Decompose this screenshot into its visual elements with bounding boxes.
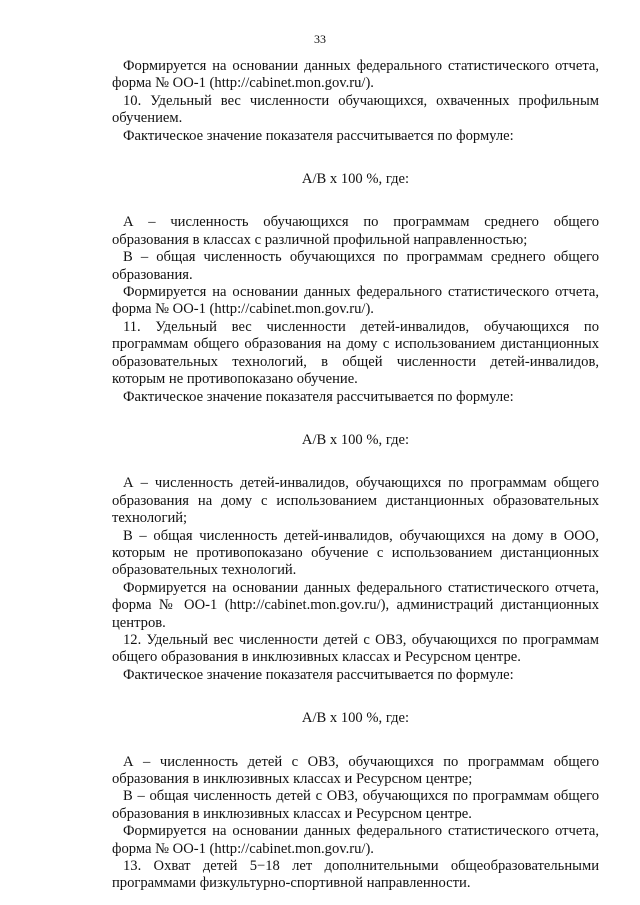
- paragraph-source-12: Формируется на основании данных федерального статистического отчета, форма № ОО-1 (http://cabinet.mon.gov.ru/).: [112, 823, 599, 857]
- paragraph-formula-intro-11: Фактическое значение показателя рассчитывается по формуле:: [123, 388, 514, 405]
- paragraph-formula-intro-10: Фактическое значение показателя рассчитывается по формуле:: [123, 127, 514, 144]
- page-number: 33: [314, 32, 326, 46]
- paragraph-formula-intro-12: Фактическое значение показателя рассчитывается по формуле:: [123, 666, 514, 683]
- paragraph-def-b-11: В – общая численность детей-инвалидов, обучающихся на дому в ООО, которым не противопоказано обучение с использованием дистанционных образовательных технологий.: [112, 527, 599, 579]
- paragraph-indicator-13: 13. Охват детей 5−18 лет дополнительными общеобразовательными программами физкультурно-спортивной направленности.: [112, 858, 599, 892]
- paragraph-def-a-12: А – численность детей с ОВЗ, обучающихся по программам общего образования в инклюзивных классах и Ресурсном центре;: [112, 753, 599, 787]
- paragraph-source-1: Формируется на основании данных федерального статистического отчета, форма № ОО-1 (http://cabinet.mon.gov.ru/).: [112, 58, 599, 92]
- paragraph-source-11: Формируется на основании данных федерального статистического отчета, форма № ОО-1 (http://cabinet.mon.gov.ru/), администраций дистанционных центров.: [112, 579, 599, 631]
- formula-10: А/В х 100 %, где:: [301, 171, 410, 188]
- paragraph-source-10: Формируется на основании данных федерального статистического отчета, форма № ОО-1 (http://cabinet.mon.gov.ru/).: [112, 284, 599, 318]
- paragraph-def-a-11: А – численность детей-инвалидов, обучающихся по программам общего образования на дому с использованием дистанционных образовательных технологий;: [112, 475, 599, 527]
- paragraph-indicator-10: 10. Удельный вес численности обучающихся, охваченных профильным обучением.: [112, 92, 599, 127]
- formula-11: А/В х 100 %, где:: [301, 431, 410, 448]
- paragraph-def-a-10: А – численность обучающихся по программам среднего общего образования в классах с различной профильной направленностью;: [112, 214, 599, 248]
- formula-12: А/В х 100 %, где:: [301, 710, 410, 727]
- paragraph-def-b-10: В – общая численность обучающихся по программам среднего общего образования.: [112, 249, 599, 283]
- paragraph-indicator-12: 12. Удельный вес численности детей с ОВЗ, обучающихся по программам общего образования в инклюзивных классах и Ресурсном центре.: [112, 631, 599, 666]
- paragraph-indicator-11: 11. Удельный вес численности детей-инвалидов, обучающихся по программам общего образования на дому с использованием дистанционных образовательных технологий, в общей численности детей-инвалидов, которым не противопоказано обучение.: [112, 318, 599, 388]
- document-body: [112, 58, 599, 893]
- paragraph-def-b-12: В – общая численность детей с ОВЗ, обучающихся по программам общего образования в инклюзивных классах и Ресурсном центре.: [112, 788, 599, 822]
